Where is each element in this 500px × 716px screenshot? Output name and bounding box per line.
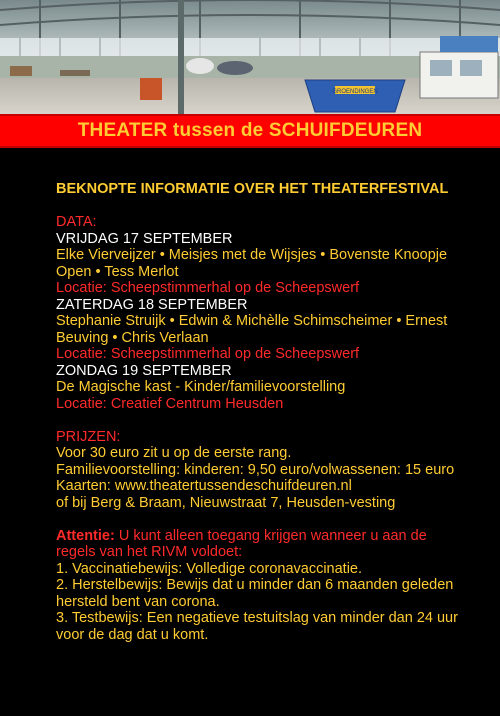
attention-line: 1. Vaccinatiebewijs: Volledige coronavaccinatie. <box>56 560 363 577</box>
prices-label: PRIJZEN: <box>56 428 121 445</box>
festival-info <box>0 181 500 643</box>
price-line: Voor 30 euro zit u op de eerste rang. <box>56 445 292 461</box>
title-banner <box>0 114 500 148</box>
attention-line: 3. Testbewijs: Een negatieve testuitslag van minder dan 24 uur <box>56 610 458 626</box>
price-line: Familievoorstelling: kinderen: 9,50 euro/volwassenen: 15 euro <box>56 461 455 478</box>
day-performers: Elke Vierveijzer • Meisjes met de Wijsjes • Bovenste Knoopje <box>56 247 448 263</box>
data-label: DATA: <box>56 214 97 230</box>
day-date: VRIJDAG 17 SEPTEMBER <box>56 230 233 247</box>
day-date: ZONDAG 19 SEPTEMBER <box>56 362 232 379</box>
tickets-link[interactable]: Kaarten: www.theatertussendeschuifdeuren.nl <box>56 478 352 494</box>
banner-title: THEATER tussen de SCHUIFDEUREN <box>77 120 423 141</box>
attention-intro <box>56 528 500 545</box>
day-date: ZATERDAG 18 SEPTEMBER <box>56 296 248 313</box>
info-body <box>56 214 500 643</box>
day-performers: Beuving • Chris Verlaan <box>56 329 209 346</box>
day-location: Locatie: Creatief Centrum Heusden <box>56 395 284 412</box>
attention-line: hersteld bent van corona. <box>56 593 220 610</box>
day-location: Locatie: Scheepstimmerhal op de Scheepswerf <box>56 346 360 362</box>
day-performers: Stephanie Struijk • Edwin & Michèlle Schimscheimer • Ernest <box>56 313 448 329</box>
warehouse-panorama-photo <box>0 0 500 114</box>
attention-line: voor de dag dat u komt. <box>56 626 209 643</box>
attention-intro-text: U kunt alleen toegang krijgen wanneer u aan de <box>114 527 427 544</box>
day-location: Locatie: Scheepstimmerhal op de Scheepswerf <box>56 280 360 296</box>
day-performers: Open • Tess Merlot <box>56 263 179 280</box>
container-label: GROENDINGEN <box>332 89 378 95</box>
day-performers: De Magische kast - Kinder/familievoorstelling <box>56 379 346 395</box>
attention-label: Attentie: <box>56 527 115 544</box>
attention-line: 2. Herstelbewijs: Bewijs dat u minder dan 6 maanden geleden <box>56 577 454 593</box>
price-line: of bij Berg & Braam, Nieuwstraat 7, Heusden-vesting <box>56 494 396 511</box>
info-heading: BEKNOPTE INFORMATIE OVER HET THEATERFESTIVAL <box>56 181 449 197</box>
attention-intro-2: regels van het RIVM voldoet: <box>56 544 243 560</box>
